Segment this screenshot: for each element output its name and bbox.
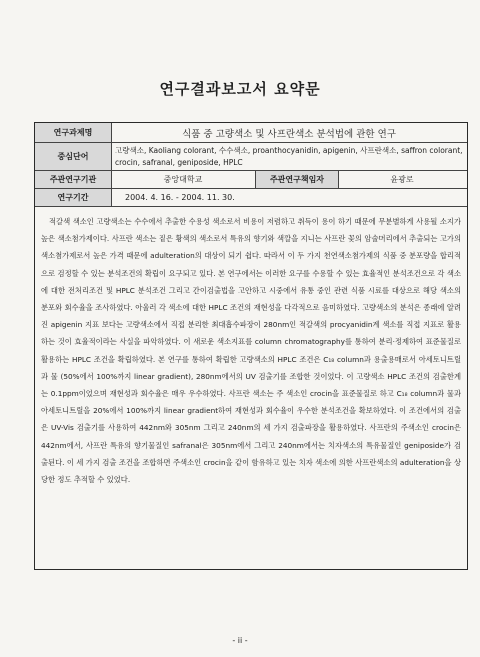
period-row bbox=[35, 189, 467, 207]
institution-value: 중앙대학교 bbox=[163, 175, 203, 184]
keywords-label: 중심단어 bbox=[35, 143, 112, 170]
project-name-label: 연구과제명 bbox=[35, 123, 112, 142]
period-value: 2004. 4. 16. - 2004. 11. 30. bbox=[125, 193, 235, 202]
keywords-row bbox=[35, 143, 467, 171]
summary-body: 적갈색 색소인 고량색소는 수수에서 추출한 수용성 색소로서 비용이 저렴하고 취득이 용이 하기 때문에 무분별하게 사용될 소지가 높은 색소첨가제이다. 사프란 색소는 짙은 황색의 색소로서 특유의 향기와 색깔을 지니는 사프란 꽃의 암술머리에서 추출되는 고가의 색소첨가제로서 높은 가격 때문에 adulteration의 대상이 되기 쉽다. 따라서 이 두 가지 천연색소첨가제의 식품 중 분포량을 합리적으로 검정할 수 있는 분석조건의 확립이 요구되고 있다. 본 연구에서는 이러한 요구를 수용할 수 있는 효율적인 분석조건으로 각 색소에 대한 전처리조건 및 HPLC 분석조건 그리고 간이검출법을 고안하고 시중에서 유통 중인 관련 식품 시료를 대상으로 해당 색소의 분포와 회수율을 조사하였다. 아울러 각 색소에 대한 HPLC 조건의 재현성을 다각적으로 음미하였다. 고량색소의 분석은 종래에 알려진 apigenin 지표 보다는 고량색소에서 직접 분리한 최대흡수파장이 280nm인 적갈색의 procyanidin계 색소를 직접 지표로 활용하는 것이 효율적이라는 사실을 파악하였다. 이 새로운 색소지표를 column chromatography를 통하여 분리·정제하여 표준물질로 활용하는 HPLC 조건을 확립하였다. 본 연구를 통하여 확립한 고량색소의 HPLC 조건은 C₁₈ column과 용출용매로서 아세토니트릴과 물 (50%에서 100%까지 linear gradient), 280nm에서의 UV 검출기를 조합한 것이었다. 이 고량색소 HPLC 조건의 검출한계는 0.1ppm이었으며 재현성과 회수율은 매우 우수하였다. 사프란 색소는 주 색소인 crocin을 표준물질로 하고 C₁₈ column과 물과 아세토니트릴을 20%에서 100%까지 linear gradient하여 재현성과 회수율이 우수한 분석조건을 확보하였다. 이 조건에서의 검출은 UV-Vis 검출기를 사용하여 442nm와 305nm 그리고 240nm의 세 가지 검출파장을 활용하였다. 사프란의 주색소인 crocin은 442nm에서, 사프란 특유의 향기물질인 safranal은 305nm에서 그리고 240nm에서는 치자색소의 특유물질인 geniposide가 검출된다. 이 세 가지 검출 조건을 조합하면 주색소인 crocin을 같이 함유하고 있는 치자 색소에 의한 사프란색소의 adulteration을 상당한 정도 추적할 수 있었다. bbox=[41, 217, 461, 485]
summary-table bbox=[34, 122, 468, 570]
researcher-label: 주관연구책임자 bbox=[255, 171, 339, 188]
page-title: 연구결과보고서 요약문 bbox=[159, 80, 321, 98]
institution-label: 주관연구기관 bbox=[35, 171, 112, 188]
project-name-row bbox=[35, 123, 467, 143]
institution-row bbox=[35, 171, 467, 189]
period-label: 연구기간 bbox=[35, 189, 112, 206]
project-name-value: 식품 중 고량색소 및 사프란색소 분석법에 관한 연구 bbox=[182, 128, 396, 140]
researcher-value: 윤광로 bbox=[390, 175, 414, 184]
keywords-value: 고량색소, Kaoliang colorant, 수수색소, proanthocyanidin, apigenin, 사프란색소, saffron colorant, crocin, safranal, geniposide, HPLC bbox=[115, 145, 463, 167]
page-number: - ii - bbox=[232, 636, 248, 645]
